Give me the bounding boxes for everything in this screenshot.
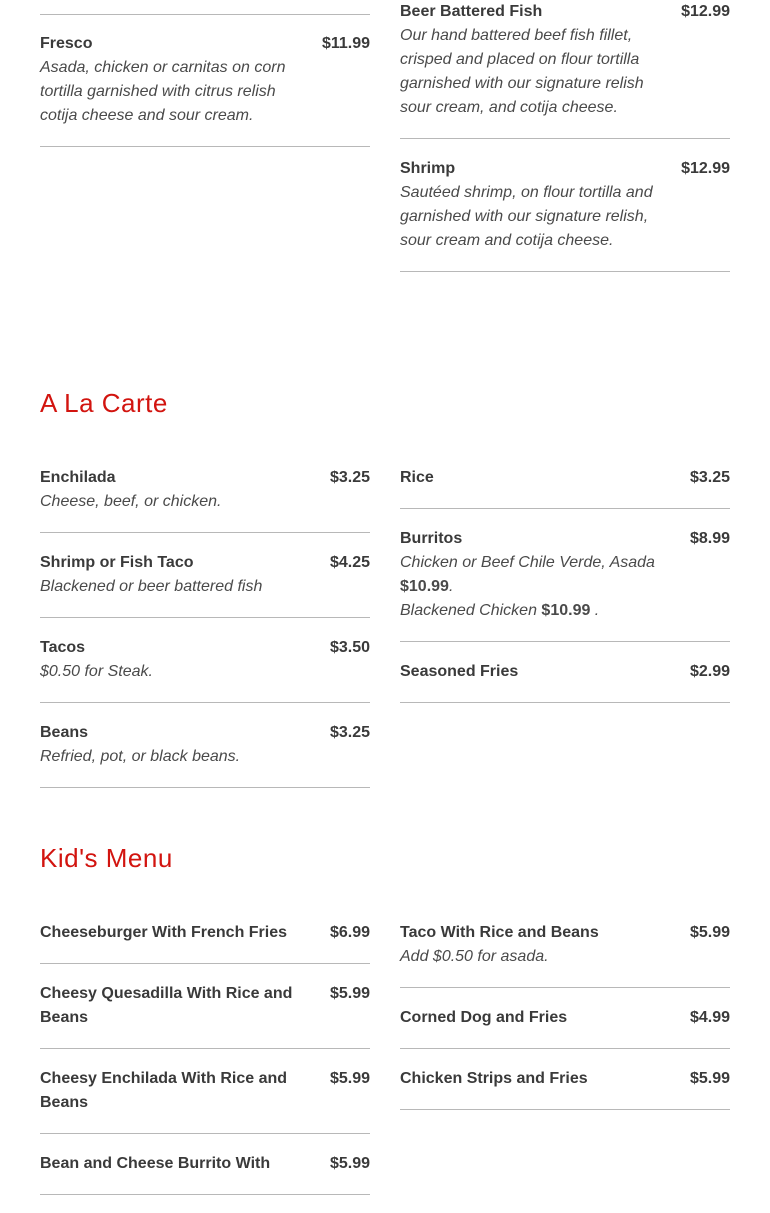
item-price: $6.99 [329, 924, 370, 941]
item-price: $4.25 [329, 554, 370, 571]
item-name: Corned Dog and Fries [400, 1009, 568, 1026]
menu-item-cheesy-enchilada [40, 1067, 370, 1134]
item-description: Add $0.50 for asada. [400, 948, 549, 965]
desc-text: Blackened Chicken [400, 602, 542, 619]
menu-item-bean-and-cheese-burrito [40, 1152, 370, 1195]
item-description [400, 551, 662, 623]
desc-text: . [590, 602, 600, 619]
desc-text: . [448, 578, 454, 595]
menu-item-chicken-strips [400, 1067, 730, 1110]
item-name: Taco With Rice and Beans [400, 924, 599, 941]
menu-item-enchilada [40, 466, 370, 533]
desc-price: $10.99 [400, 578, 449, 595]
menu-item-fresco [40, 32, 370, 147]
item-name: Cheeseburger With French Fries [40, 924, 288, 941]
item-name: Shrimp [400, 160, 456, 177]
menu-item-shrimp [400, 157, 730, 272]
item-description: Our hand battered beef fish fillet, crisped and placed on flour tortilla garnished with our signature relish sour cream, and cotija cheese. [400, 27, 644, 116]
item-name: Shrimp or Fish Taco [40, 554, 194, 571]
item-price: $5.99 [329, 1070, 370, 1087]
menu-item-cheesy-quesadilla [40, 982, 370, 1049]
item-price: $3.25 [329, 469, 370, 486]
item-name: Beer Battered Fish [400, 3, 543, 20]
item-description: Blackened or beer battered fish [40, 578, 263, 595]
tacos-left-column [40, 32, 370, 165]
item-name: Burritos [400, 530, 463, 547]
menu-item-cheeseburger [40, 921, 370, 964]
kids-left-column [40, 921, 370, 1213]
item-price: $12.99 [681, 3, 730, 20]
item-price: $2.99 [689, 663, 730, 680]
menu-item-beans [40, 721, 370, 788]
menu-item-corned-dog [400, 1006, 730, 1049]
item-name: Rice [400, 469, 434, 486]
menu-item-beer-battered-fish [400, 0, 730, 139]
menu-item-tacos [40, 636, 370, 703]
a-la-carte-right-column [400, 466, 730, 721]
item-price: $5.99 [689, 924, 730, 941]
section-title-kids-menu: Kid's Menu [40, 843, 173, 873]
item-description: Asada, chicken or carnitas on corn tortilla garnished with citrus relish cotija cheese and sour cream. [40, 59, 286, 124]
item-name: Fresco [40, 35, 93, 52]
section-title-a-la-carte: A La Carte [40, 388, 168, 418]
menu-item-rice [400, 466, 730, 509]
item-name: Enchilada [40, 469, 116, 486]
menu-item-burritos [400, 527, 730, 642]
item-description: Refried, pot, or black beans. [40, 748, 241, 765]
item-price: $8.99 [689, 530, 730, 547]
item-name: Bean and Cheese Burrito With [40, 1155, 271, 1172]
item-name: Cheesy Quesadilla With Rice and Beans [40, 985, 293, 1026]
item-price: $5.99 [689, 1070, 730, 1087]
item-description: Sautéed shrimp, on flour tortilla and garnished with our signature relish, sour cream and cotija cheese. [400, 184, 653, 249]
menu-item-seasoned-fries [400, 660, 730, 703]
item-price: $5.99 [329, 985, 370, 1002]
item-price: $4.99 [689, 1009, 730, 1026]
kids-right-column [400, 921, 730, 1128]
tacos-right-column [400, 0, 730, 290]
item-price: $3.25 [689, 469, 730, 486]
menu-item-taco-rice-beans [400, 921, 730, 988]
divider [40, 14, 370, 15]
item-price: $11.99 [321, 35, 370, 52]
item-name: Beans [40, 724, 89, 741]
item-price: $5.99 [329, 1155, 370, 1172]
item-price: $3.25 [329, 724, 370, 741]
desc-price: $10.99 [541, 602, 591, 619]
item-price: $12.99 [681, 160, 730, 177]
item-name: Tacos [40, 639, 86, 656]
item-description: $0.50 for Steak. [40, 663, 153, 680]
desc-text: Chicken or Beef Chile Verde, Asada [400, 554, 655, 571]
item-name: Cheesy Enchilada With Rice and Beans [40, 1070, 288, 1111]
menu-item-shrimp-or-fish-taco [40, 551, 370, 618]
a-la-carte-left-column [40, 466, 370, 806]
item-name: Chicken Strips and Fries [400, 1070, 588, 1087]
item-description: Cheese, beef, or chicken. [40, 493, 222, 510]
item-price: $3.50 [329, 639, 370, 656]
item-name: Seasoned Fries [400, 663, 519, 680]
